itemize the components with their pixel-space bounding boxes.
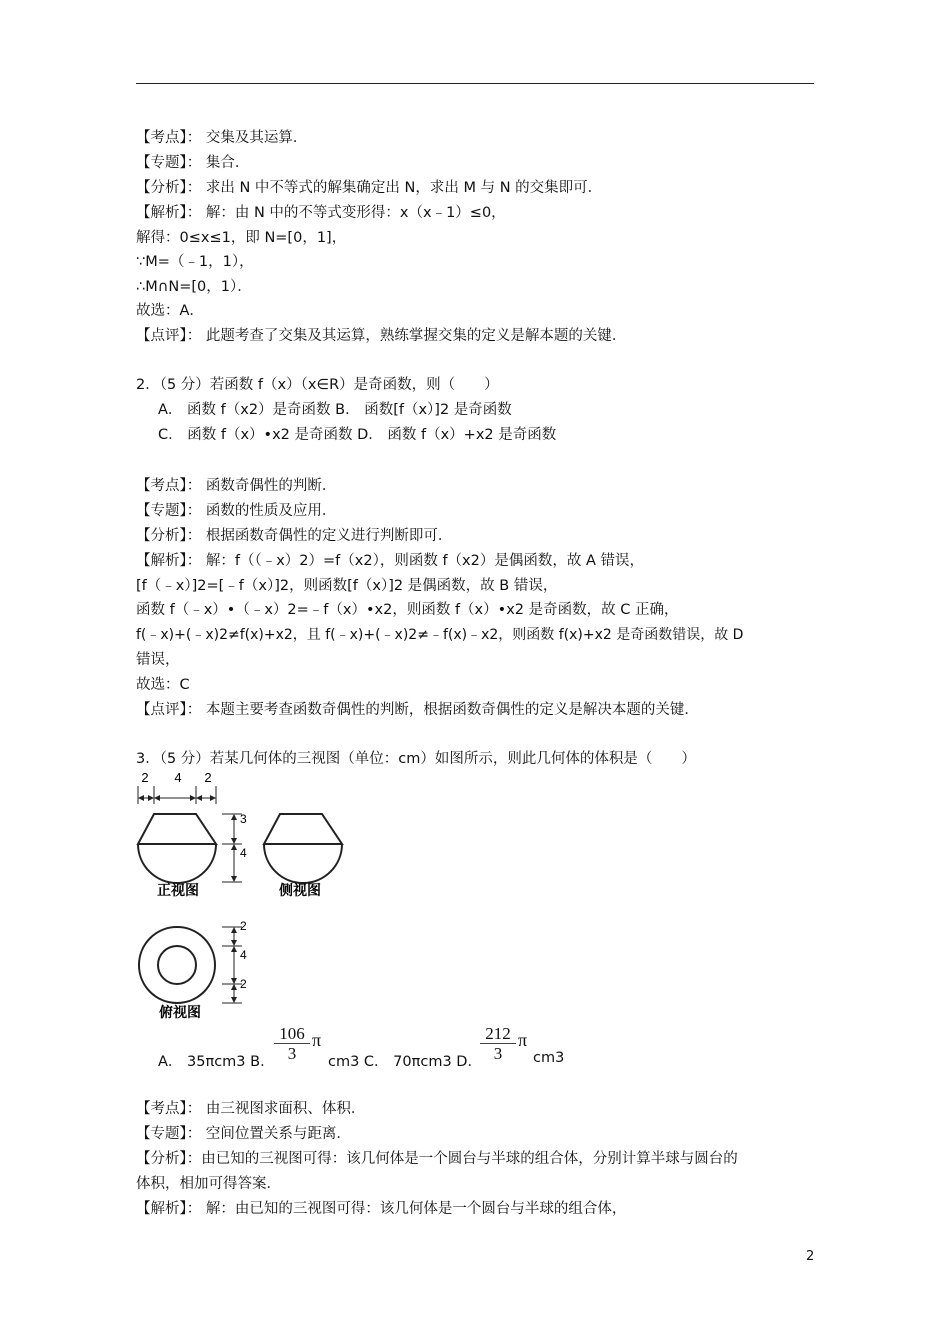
dim-front-lower: 4 <box>240 846 247 860</box>
q3-option-a: A． 35πcm3 B． <box>158 1054 275 1070</box>
side-view <box>264 814 342 883</box>
dim-topview-1: 2 <box>240 919 247 933</box>
page-number: 2 <box>806 1249 815 1264</box>
front-view-label: 正视图 <box>157 882 199 898</box>
q3-option-d-numerator: 212 <box>480 1024 516 1044</box>
q2-solution-line-d: f(﹣x)+(﹣x)2≠f(x)+x2，且 f(﹣x)+(﹣x)2≠﹣f(x)﹣x2，则函数 f(x)+x2 是奇函数错误，故 D <box>136 627 744 643</box>
dim-top-left: 2 <box>141 770 149 785</box>
q2-stem: 2．（5 分）若函数 f（x）（x∈R）是奇函数，则（ ） <box>136 377 499 393</box>
q2-fenxi: 【分析】： 根据函数奇偶性的定义进行判断即可． <box>136 528 453 544</box>
q3-kaodian: 【考点】： 由三视图求面积、体积． <box>136 1101 366 1117</box>
q3-option-d-denominator: 3 <box>493 1044 503 1063</box>
dim-topview-2: 4 <box>240 948 247 962</box>
front-view <box>138 814 216 883</box>
q3-option-b-pi: π <box>312 1030 322 1050</box>
q3-option-b-unit: cm3 C． 70πcm3 D． <box>328 1054 482 1070</box>
q1-solve-line: 解得：0≤x≤1，即 N=[0，1]， <box>136 230 347 246</box>
q3-option-b-denominator: 3 <box>287 1044 297 1063</box>
q3-option-d-pi: π <box>518 1030 528 1050</box>
q1-zhuanti: 【专题】： 集合． <box>136 155 250 171</box>
header-rule <box>136 83 814 84</box>
q2-kaodian: 【考点】： 函数奇偶性的判断． <box>136 478 337 494</box>
q2-solution-line-b: [f（﹣x）]2=[﹣f（x）]2，则函数[f（x）]2 是偶函数，故 B 错误， <box>136 578 558 594</box>
q2-solution-line-c: 函数 f（﹣x）•（﹣x）2=﹣f（x）•x2，则函数 f（x）•x2 是奇函数，故 C 正确， <box>136 602 679 618</box>
q1-dianping: 【点评】： 此题考查了交集及其运算，熟练掌握交集的定义是解本题的关键． <box>136 328 627 344</box>
side-view-figure <box>258 808 350 900</box>
q1-because-line: ∵M=（﹣1，1）， <box>136 254 254 270</box>
q2-choice: 故选：C <box>136 677 190 693</box>
dim-top-right: 2 <box>204 770 212 785</box>
q2-jiexi: 【解析】： 解：f（（﹣x）2）=f（x2），则函数 f（x2）是偶函数，故 A 错误， <box>136 553 644 569</box>
q3-jiexi: 【解析】： 解：由已知的三视图可得：该几何体是一个圆台与半球的组合体， <box>136 1201 627 1217</box>
q3-option-b-fraction <box>274 1024 310 1063</box>
three-view-figure <box>130 768 260 1023</box>
q1-jiexi: 【解析】： 解：由 N 中的不等式变形得：x（x﹣1）≤0， <box>136 205 506 221</box>
q2-options-cd: C． 函数 f（x）•x2 是奇函数 D． 函数 f（x）+x2 是奇函数 <box>158 427 557 443</box>
q2-dianping: 【点评】： 本题主要考查函数奇偶性的判断，根据函数奇偶性的定义是解决本题的关键． <box>136 702 699 718</box>
q3-option-d-fraction <box>480 1024 516 1063</box>
dim-front-upper: 3 <box>240 812 247 826</box>
q1-choice: 故选：A． <box>136 303 204 319</box>
q2-options-ab: A． 函数 f（x2）是奇函数 B． 函数[f（x）]2 是奇函数 <box>158 402 512 418</box>
q1-therefore-line: ∴M∩N=[0，1）． <box>136 279 252 295</box>
q3-fenxi: 【分析】：由已知的三视图可得：该几何体是一个圆台与半球的组合体，分别计算半球与圆台的 <box>136 1151 738 1167</box>
q1-fenxi: 【分析】： 求出 N 中不等式的解集确定出 N，求出 M 与 N 的交集即可． <box>136 180 603 196</box>
q2-solution-line-d-cont: 错误， <box>136 652 180 668</box>
top-view <box>139 927 215 1003</box>
dim-topview-3: 2 <box>240 977 247 991</box>
top-view-label: 俯视图 <box>159 1004 201 1020</box>
dim-top-mid: 4 <box>174 770 182 785</box>
q2-zhuanti: 【专题】： 函数的性质及应用． <box>136 503 337 519</box>
q3-stem: 3．（5 分）若某几何体的三视图（单位：cm）如图所示，则此几何体的体积是（ ） <box>136 751 696 767</box>
q3-option-b-numerator: 106 <box>274 1024 310 1044</box>
q3-option-d-unit: cm3 <box>533 1050 565 1066</box>
q1-kaodian: 【考点】： 交集及其运算． <box>136 130 308 146</box>
q3-zhuanti: 【专题】： 空间位置关系与距离． <box>136 1126 351 1142</box>
side-view-label: 侧视图 <box>279 882 321 898</box>
q3-fenxi-cont: 体积，相加可得答案． <box>136 1176 281 1192</box>
